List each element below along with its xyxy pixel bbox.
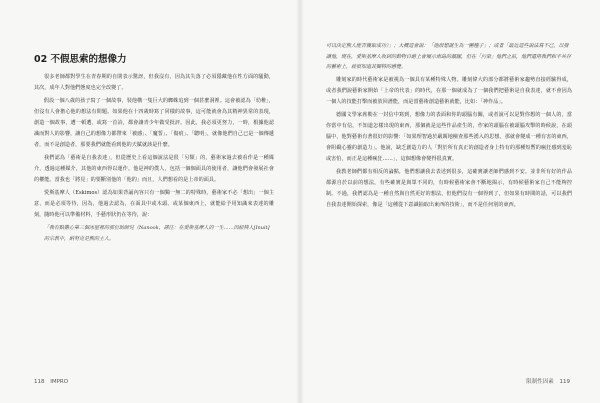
- left-page-body: [34, 72, 274, 246]
- page-number: 119: [559, 379, 570, 385]
- right-page: [300, 0, 600, 403]
- paragraph: 愛斯基摩人（Eskimos）認為如果背誦內容只有一個獨一無二的特殊時，藝術家不必「想出」一個主意，而是必須等待，因為，他過去認為，在面具中或木頭、或某個東西上，就能給予用知識來表達的雕刻，隨時他可以準備材料，手藝形狀仍在等待，說：: [34, 190, 274, 218]
- right-page-body: [326, 41, 572, 213]
- right-page-footer: [526, 377, 570, 385]
- paragraph: 我教老師們都有相反的論點，他們想讓我去表述到很多，這確實讓老師們感到不安。並非所有好的作品都源自於以前的想法，有些確實是與眾不同的，有時候藝術家會不斷地揭示，有時候藝術家自己不能夠控制。不過，我們認為是一種自然與自然更好的想法，但他們沒有一個得到了，但如果有時間的話，可以我們自我表達開始探索，像是「這種從下意識抽取出東西的技術」，而不是任何別的東西。: [326, 168, 572, 208]
- paragraph: 我們認為「藝術是自我表達」，但從歷史上看這個說法是很「另類」的，藝術家過去被看作是一種媒介，透過這種媒介，其他的東西得以運作。他是神的僕人，包括一個個面具的使用者，讓他們會發展社會的權能。當我也「將見」的要斷別他的「他的」而且，人們想看的是上帝的面具。: [34, 155, 274, 183]
- paragraph: 假設一個八歲的孩子寫了一個故事，裝他構一隻巨大的蜘蛛追到一個甚麼洞裡。這會被認為「幼稚」，但沒有人會擔心他的想法有問題。如果他在十四歲時寫了同樣的故事，這可能就會為其精神異常的表現，創造一個故事，遭一頓遭，或寫一首詩，都會讓青少年做受批評。因此，我必須更努力，一時，根據他認識而對人的影響，讓自己的想像力都帶來「被感」、「魔誓」、「傷痕」、「聰明」，就像他們自己已是一個傳遞者，而不是創造者，那要我們就能看到他的天賦就該是什麼。: [34, 98, 274, 148]
- running-head: IMPRO: [50, 379, 69, 385]
- page-number: 118: [34, 379, 45, 385]
- paragraph: 很多老師都對學生在青春期的自閉表示驚訝，但我沒有，因為其失落了必須隱藏他在性方面的騷動，其次，成年人對他們態度也完全改變了。: [34, 74, 274, 91]
- quote-continued: 可以決定熊人能否獲取成功）」；大概這會說：「他很想誕生為一團種子」；或者「最近這些說法寫不已，以發讓他，現在，愛斯基摩人收到的動物自繪上會展示南島的顏圖，但在「污染」他們之前，他們還用我們和平共存的藝術上，就很知道其獨特的感覺。: [326, 43, 572, 70]
- left-page-footer: [34, 379, 68, 385]
- running-head: 限制性因素: [526, 379, 554, 385]
- quote: 「我有點擔心第三個冰屋裡的那位助師兒（Nanook，譯注：在愛斯基摩人的一生……因紐特人[Inuit]的宗教中，納努克是熊的主人。: [44, 225, 270, 242]
- paragraph: 雕刻家的時代藝術家是被視為一個具有某種特殊人物。雕刻偉大的部分都將藝術家趨勢直接經驗得成，或者我們說藝術家開始「上帝的代表」的時代，在那一個就成為了一個我們把藝術是自我表達，就不會因為一個人的技能打擊而被放回潛能，而是當藝術創造藝術就能，比如：「神作品」。: [326, 76, 572, 105]
- chapter-title: 02 不假思索的想像力: [34, 54, 127, 65]
- paragraph: 德國文學家席勒在一封信中寫到，想像力的表面和你的頭腦有關，或者說可以是對你想的一個人的，當你當中有信，不知道怎樣出現的東西，那個就是這些作品產生的，作家的頭腦在被頭腦攻擊的時候說，在頭腦中，他對藝術有著很好的影響：「如果理智過於嚴厲地檢查那些湧入的思想，那就會變成一種有害的東西，會阻礙心靈的創造力」。他說，缺乏創造力的人「對於所有真正的創造者身上特有的那種短暫的瘋狂感到羞恥或害怕，而正是這種瘋狂……」，這個想像會變得很真實。: [326, 111, 572, 162]
